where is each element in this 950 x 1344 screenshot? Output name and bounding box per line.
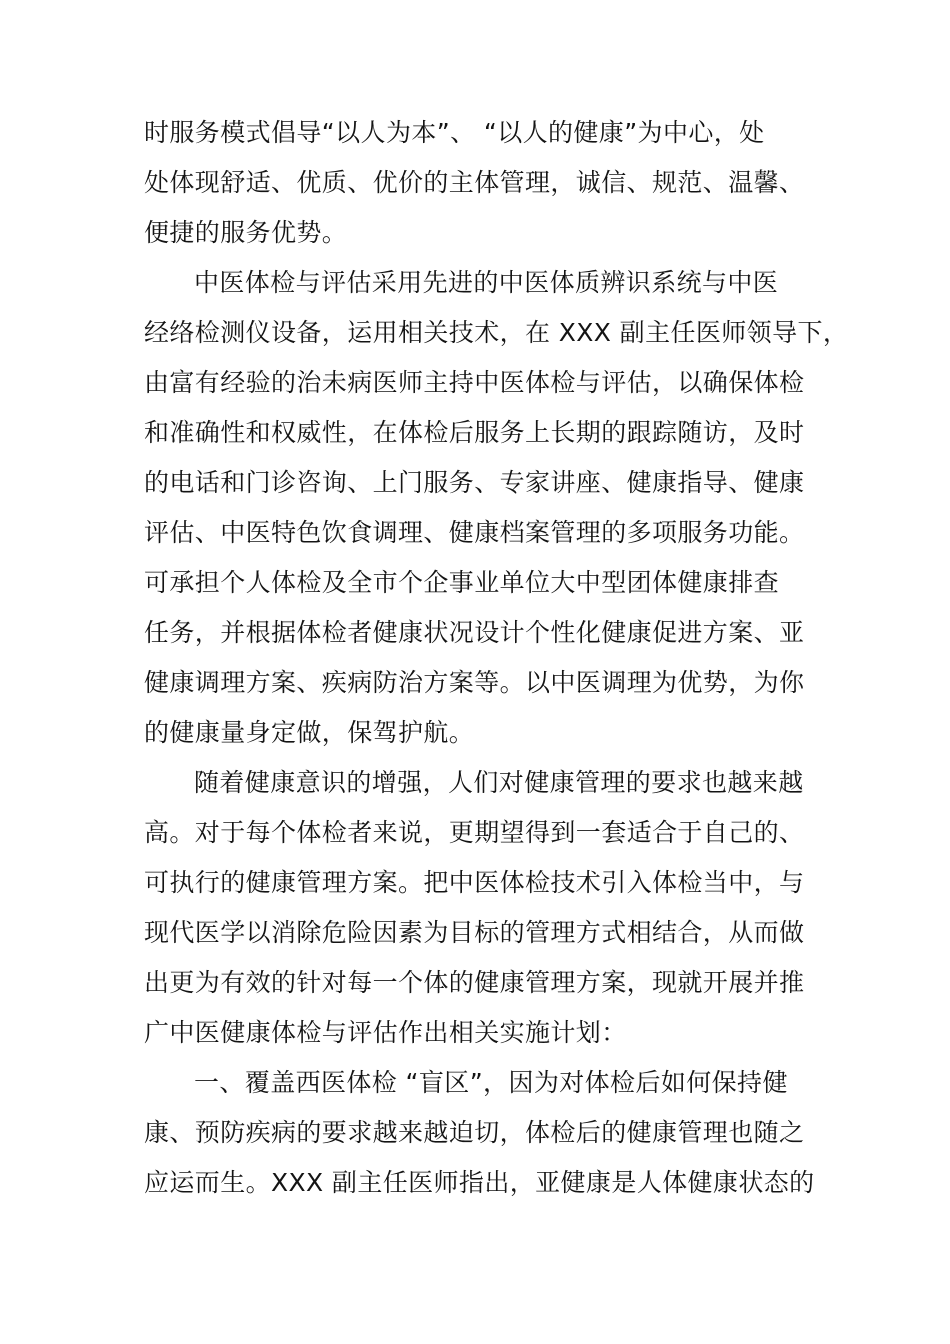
text-line: 现代医学以消除危险因素为目标的管理方式相结合，从而做 [144,918,805,947]
text-line: 的电话和门诊咨询、上门服务、专家讲座、健康指导、健康 [144,468,805,497]
text-line: 高。对于每个体检者来说，更期望得到一套适合于自己的、 [144,818,805,847]
text-line: 广中医健康体检与评估作出相关实施计划： [144,1018,627,1047]
text-line: 任务，并根据体检者健康状况设计个性化健康促进方案、亚 [144,618,805,647]
text-line: 可执行的健康管理方案。把中医体检技术引入体检当中，与 [144,868,805,897]
text-line: 康、预防疾病的要求越来越迫切，体检后的健康管理也随之 [144,1118,805,1147]
text-line: 评估、中医特色饮食调理、健康档案管理的多项服务功能。 [144,518,805,547]
paragraph-first-line: 随着健康意识的增强，人们对健康管理的要求也越来越 [194,768,804,797]
text-line: 健康调理方案、疾病防治方案等。以中医调理为优势，为你 [144,668,805,697]
text-line: 处体现舒适、优质、优价的主体管理，诚信、规范、温馨、 [144,168,805,197]
text-line: 时服务模式倡导“以人为本”、 “以人的健康”为中心，处 [144,118,765,147]
text-line: 和准确性和权威性，在体检后服务上长期的跟踪随访，及时 [144,418,805,447]
paragraph-first-line: 一、覆盖西医体检 “盲区”，因为对体检后如何保持健 [194,1068,788,1097]
text-line: 应运而生。XXX 副主任医师指出，亚健康是人体健康状态的 [144,1168,815,1197]
text-line: 经络检测仪设备，运用相关技术，在 XXX 副主任医师领导下， [144,318,849,347]
text-line: 可承担个人体检及全市个企事业单位大中型团体健康排查 [144,568,780,597]
text-line: 出更为有效的针对每一个体的健康管理方案，现就开展并推 [144,968,805,997]
text-line: 的健康量身定做，保驾护航。 [144,718,475,747]
text-line: 便捷的服务优势。 [144,218,348,247]
paragraph-first-line: 中医体检与评估采用先进的中医体质辨识系统与中医 [194,268,779,297]
body-text [144,108,849,1208]
text-line: 由富有经验的治未病医师主持中医体检与评估，以确保体检 [144,368,805,397]
